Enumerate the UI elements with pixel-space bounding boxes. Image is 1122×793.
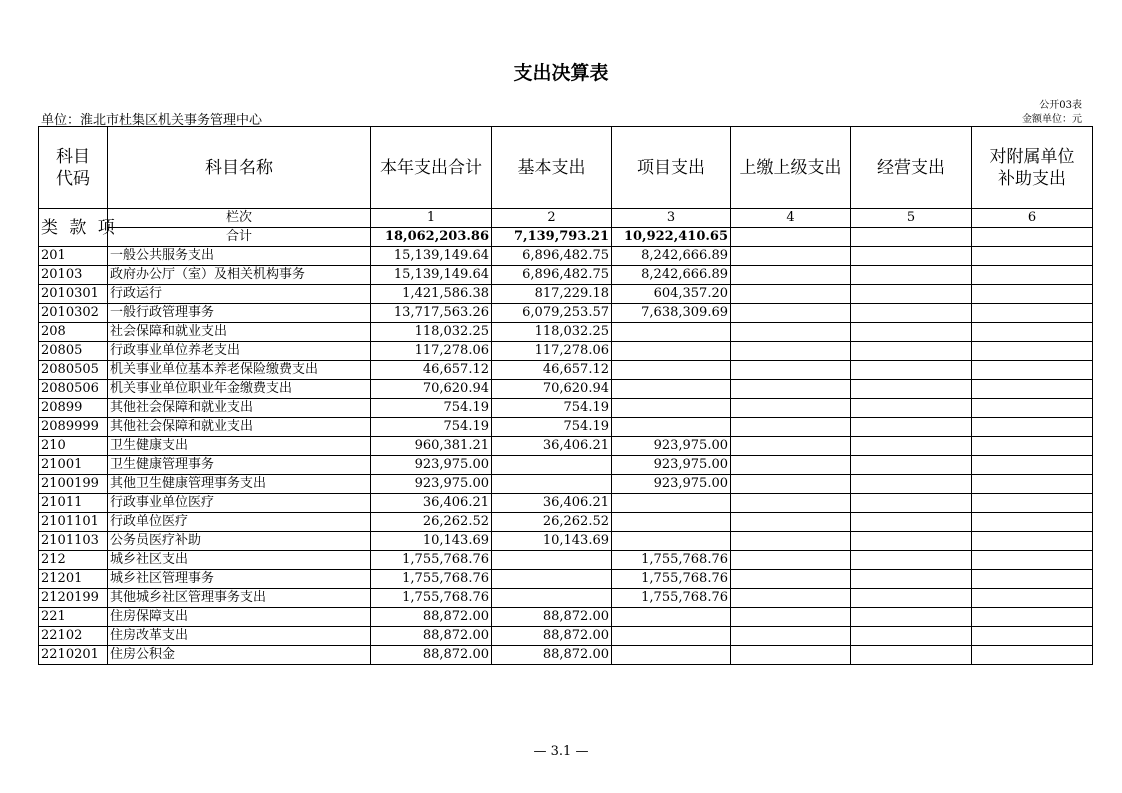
- row-project: 923,975.00: [612, 475, 731, 494]
- column-number-5: 5: [851, 209, 972, 228]
- table-row: [39, 304, 1093, 323]
- row-upper: [731, 399, 851, 418]
- row-subsidy: [972, 323, 1093, 342]
- row-project: 923,975.00: [612, 456, 731, 475]
- header-code: 科目代码: [39, 127, 108, 209]
- row-project: 1,755,768.76: [612, 570, 731, 589]
- row-total: 1,755,768.76: [371, 551, 492, 570]
- row-code: 20899: [39, 399, 108, 418]
- row-code: 2080505: [39, 361, 108, 380]
- row-upper: [731, 494, 851, 513]
- row-project: 923,975.00: [612, 437, 731, 456]
- row-total: 13,717,563.26: [371, 304, 492, 323]
- row-upper: [731, 532, 851, 551]
- header-basic: 基本支出: [492, 127, 612, 209]
- row-upper: [731, 342, 851, 361]
- header-row: [39, 127, 1093, 209]
- row-code: 21011: [39, 494, 108, 513]
- header-upper: 上缴上级支出: [731, 127, 851, 209]
- table-row: [39, 494, 1093, 513]
- row-code: 221: [39, 608, 108, 627]
- row-name: 一般行政管理事务: [108, 304, 371, 323]
- row-project: [612, 532, 731, 551]
- row-subsidy: [972, 532, 1093, 551]
- row-total: 117,278.06: [371, 342, 492, 361]
- row-basic: 70,620.94: [492, 380, 612, 399]
- row-business: [851, 437, 972, 456]
- header-project: 项目支出: [612, 127, 731, 209]
- row-total: 1,421,586.38: [371, 285, 492, 304]
- total-subsidy: [972, 228, 1093, 247]
- table-row: [39, 361, 1093, 380]
- row-business: [851, 646, 972, 665]
- row-name: 卫生健康支出: [108, 437, 371, 456]
- row-business: [851, 418, 972, 437]
- row-project: 1,755,768.76: [612, 551, 731, 570]
- column-number-1: 1: [371, 209, 492, 228]
- total-label: 合计: [108, 228, 371, 247]
- row-project: [612, 608, 731, 627]
- total-basic: 7,139,793.21: [492, 228, 612, 247]
- row-business: [851, 304, 972, 323]
- row-basic: [492, 589, 612, 608]
- row-code: 201: [39, 247, 108, 266]
- table-row: [39, 608, 1093, 627]
- row-project: [612, 494, 731, 513]
- row-code: 2101101: [39, 513, 108, 532]
- row-total: 10,143.69: [371, 532, 492, 551]
- row-code: 21001: [39, 456, 108, 475]
- row-total: 1,755,768.76: [371, 589, 492, 608]
- row-total: 88,872.00: [371, 627, 492, 646]
- row-subsidy: [972, 361, 1093, 380]
- row-name: 其他社会保障和就业支出: [108, 399, 371, 418]
- row-project: [612, 361, 731, 380]
- table-row: [39, 380, 1093, 399]
- row-business: [851, 494, 972, 513]
- row-upper: [731, 285, 851, 304]
- row-basic: 36,406.21: [492, 437, 612, 456]
- row-code: 2120199: [39, 589, 108, 608]
- row-subsidy: [972, 304, 1093, 323]
- row-business: [851, 266, 972, 285]
- row-name: 其他社会保障和就业支出: [108, 418, 371, 437]
- row-subsidy: [972, 285, 1093, 304]
- row-project: [612, 399, 731, 418]
- row-upper: [731, 247, 851, 266]
- table-row: [39, 513, 1093, 532]
- row-code: 20103: [39, 266, 108, 285]
- row-upper: [731, 570, 851, 589]
- row-subsidy: [972, 551, 1093, 570]
- row-project: [612, 646, 731, 665]
- row-name: 机关事业单位基本养老保险缴费支出: [108, 361, 371, 380]
- row-project: 8,242,666.89: [612, 266, 731, 285]
- row-upper: [731, 646, 851, 665]
- row-project: [612, 513, 731, 532]
- row-basic: 88,872.00: [492, 646, 612, 665]
- row-code: 210: [39, 437, 108, 456]
- row-basic: 6,079,253.57: [492, 304, 612, 323]
- row-total: 15,139,149.64: [371, 266, 492, 285]
- header-total: 本年支出合计: [371, 127, 492, 209]
- row-code: 20805: [39, 342, 108, 361]
- row-subsidy: [972, 570, 1093, 589]
- row-business: [851, 323, 972, 342]
- header-business: 经营支出: [851, 127, 972, 209]
- row-code: 2010301: [39, 285, 108, 304]
- row-upper: [731, 380, 851, 399]
- row-basic: [492, 475, 612, 494]
- row-subsidy: [972, 380, 1093, 399]
- row-code: 22102: [39, 627, 108, 646]
- row-project: [612, 323, 731, 342]
- header-kind: 类 款 项: [39, 209, 108, 247]
- row-subsidy: [972, 589, 1093, 608]
- row-project: 1,755,768.76: [612, 589, 731, 608]
- table-row: [39, 342, 1093, 361]
- total-business: [851, 228, 972, 247]
- row-basic: 36,406.21: [492, 494, 612, 513]
- row-name: 住房保障支出: [108, 608, 371, 627]
- row-upper: [731, 304, 851, 323]
- total-row: [39, 228, 1093, 247]
- row-basic: 817,229.18: [492, 285, 612, 304]
- row-subsidy: [972, 456, 1093, 475]
- row-subsidy: [972, 342, 1093, 361]
- row-business: [851, 513, 972, 532]
- reporting-unit: 单位：淮北市杜集区机关事务管理中心: [41, 113, 263, 128]
- total-amount: 18,062,203.86: [371, 228, 492, 247]
- row-business: [851, 570, 972, 589]
- row-basic: [492, 570, 612, 589]
- row-upper: [731, 437, 851, 456]
- row-upper: [731, 418, 851, 437]
- row-total: 1,755,768.76: [371, 570, 492, 589]
- currency-unit: 金额单位：元: [1022, 114, 1082, 125]
- row-basic: 6,896,482.75: [492, 247, 612, 266]
- row-business: [851, 627, 972, 646]
- header-subsidy: 对附属单位补助支出: [972, 127, 1093, 209]
- row-project: 604,357.20: [612, 285, 731, 304]
- row-code: 2080506: [39, 380, 108, 399]
- row-upper: [731, 323, 851, 342]
- row-business: [851, 456, 972, 475]
- row-upper: [731, 475, 851, 494]
- row-business: [851, 551, 972, 570]
- row-basic: [492, 456, 612, 475]
- row-upper: [731, 608, 851, 627]
- row-total: 923,975.00: [371, 456, 492, 475]
- row-total: 88,872.00: [371, 646, 492, 665]
- row-basic: [492, 551, 612, 570]
- row-subsidy: [972, 513, 1093, 532]
- row-subsidy: [972, 418, 1093, 437]
- row-basic: 26,262.52: [492, 513, 612, 532]
- table-row: [39, 247, 1093, 266]
- row-project: [612, 627, 731, 646]
- row-code: 212: [39, 551, 108, 570]
- row-name: 机关事业单位职业年金缴费支出: [108, 380, 371, 399]
- row-name: 住房改革支出: [108, 627, 371, 646]
- page-title: 支出决算表: [513, 62, 609, 84]
- row-code: 2101103: [39, 532, 108, 551]
- row-name: 卫生健康管理事务: [108, 456, 371, 475]
- column-number-6: 6: [972, 209, 1093, 228]
- row-subsidy: [972, 627, 1093, 646]
- table-row: [39, 456, 1093, 475]
- column-number-2: 2: [492, 209, 612, 228]
- row-name: 城乡社区支出: [108, 551, 371, 570]
- row-basic: 118,032.25: [492, 323, 612, 342]
- row-basic: 754.19: [492, 399, 612, 418]
- table-row: [39, 475, 1093, 494]
- row-business: [851, 380, 972, 399]
- row-name: 其他卫生健康管理事务支出: [108, 475, 371, 494]
- row-total: 118,032.25: [371, 323, 492, 342]
- row-project: [612, 418, 731, 437]
- table-row: [39, 437, 1093, 456]
- row-code: 2100199: [39, 475, 108, 494]
- row-total: 15,139,149.64: [371, 247, 492, 266]
- row-name: 行政事业单位医疗: [108, 494, 371, 513]
- row-upper: [731, 456, 851, 475]
- total-project: 10,922,410.65: [612, 228, 731, 247]
- table-row: [39, 627, 1093, 646]
- row-subsidy: [972, 608, 1093, 627]
- row-name: 住房公积金: [108, 646, 371, 665]
- table-row: [39, 551, 1093, 570]
- row-name: 公务员医疗补助: [108, 532, 371, 551]
- row-total: 960,381.21: [371, 437, 492, 456]
- page-number: — 3.1 —: [533, 744, 589, 759]
- row-basic: 46,657.12: [492, 361, 612, 380]
- column-number-label: 栏次: [108, 209, 371, 228]
- row-name: 社会保障和就业支出: [108, 323, 371, 342]
- row-total: 46,657.12: [371, 361, 492, 380]
- row-business: [851, 342, 972, 361]
- total-upper: [731, 228, 851, 247]
- table-row: [39, 570, 1093, 589]
- row-total: 754.19: [371, 399, 492, 418]
- row-subsidy: [972, 437, 1093, 456]
- row-subsidy: [972, 475, 1093, 494]
- row-business: [851, 247, 972, 266]
- row-total: 923,975.00: [371, 475, 492, 494]
- form-code: 公开03表: [1039, 100, 1082, 111]
- form-meta: [1022, 99, 1082, 127]
- column-number-row: [39, 209, 1093, 228]
- row-code: 208: [39, 323, 108, 342]
- row-total: 754.19: [371, 418, 492, 437]
- row-name: 行政事业单位养老支出: [108, 342, 371, 361]
- row-subsidy: [972, 646, 1093, 665]
- table-row: [39, 418, 1093, 437]
- row-upper: [731, 551, 851, 570]
- row-upper: [731, 627, 851, 646]
- row-code: 2010302: [39, 304, 108, 323]
- row-business: [851, 361, 972, 380]
- table-row: [39, 323, 1093, 342]
- row-project: 8,242,666.89: [612, 247, 731, 266]
- row-project: 7,638,309.69: [612, 304, 731, 323]
- expenditure-table: [38, 126, 1093, 665]
- table-row: [39, 285, 1093, 304]
- table-row: [39, 399, 1093, 418]
- row-business: [851, 532, 972, 551]
- column-number-4: 4: [731, 209, 851, 228]
- table-row: [39, 532, 1093, 551]
- table-row: [39, 646, 1093, 665]
- row-basic: 117,278.06: [492, 342, 612, 361]
- row-code: 2089999: [39, 418, 108, 437]
- row-subsidy: [972, 266, 1093, 285]
- row-upper: [731, 361, 851, 380]
- row-name: 行政运行: [108, 285, 371, 304]
- header-name: 科目名称: [108, 127, 371, 209]
- row-name: 一般公共服务支出: [108, 247, 371, 266]
- row-total: 70,620.94: [371, 380, 492, 399]
- row-name: 政府办公厅（室）及相关机构事务: [108, 266, 371, 285]
- row-subsidy: [972, 399, 1093, 418]
- row-code: 2210201: [39, 646, 108, 665]
- row-upper: [731, 589, 851, 608]
- row-basic: 88,872.00: [492, 608, 612, 627]
- row-basic: 10,143.69: [492, 532, 612, 551]
- row-business: [851, 285, 972, 304]
- row-basic: 754.19: [492, 418, 612, 437]
- table-row: [39, 589, 1093, 608]
- table-row: [39, 266, 1093, 285]
- column-number-3: 3: [612, 209, 731, 228]
- row-business: [851, 589, 972, 608]
- row-name: 城乡社区管理事务: [108, 570, 371, 589]
- row-subsidy: [972, 247, 1093, 266]
- row-project: [612, 380, 731, 399]
- row-total: 88,872.00: [371, 608, 492, 627]
- row-business: [851, 399, 972, 418]
- row-business: [851, 608, 972, 627]
- row-business: [851, 475, 972, 494]
- row-basic: 6,896,482.75: [492, 266, 612, 285]
- row-total: 36,406.21: [371, 494, 492, 513]
- row-subsidy: [972, 494, 1093, 513]
- row-upper: [731, 266, 851, 285]
- row-code: 21201: [39, 570, 108, 589]
- row-project: [612, 342, 731, 361]
- row-name: 行政单位医疗: [108, 513, 371, 532]
- row-total: 26,262.52: [371, 513, 492, 532]
- row-basic: 88,872.00: [492, 627, 612, 646]
- row-upper: [731, 513, 851, 532]
- row-name: 其他城乡社区管理事务支出: [108, 589, 371, 608]
